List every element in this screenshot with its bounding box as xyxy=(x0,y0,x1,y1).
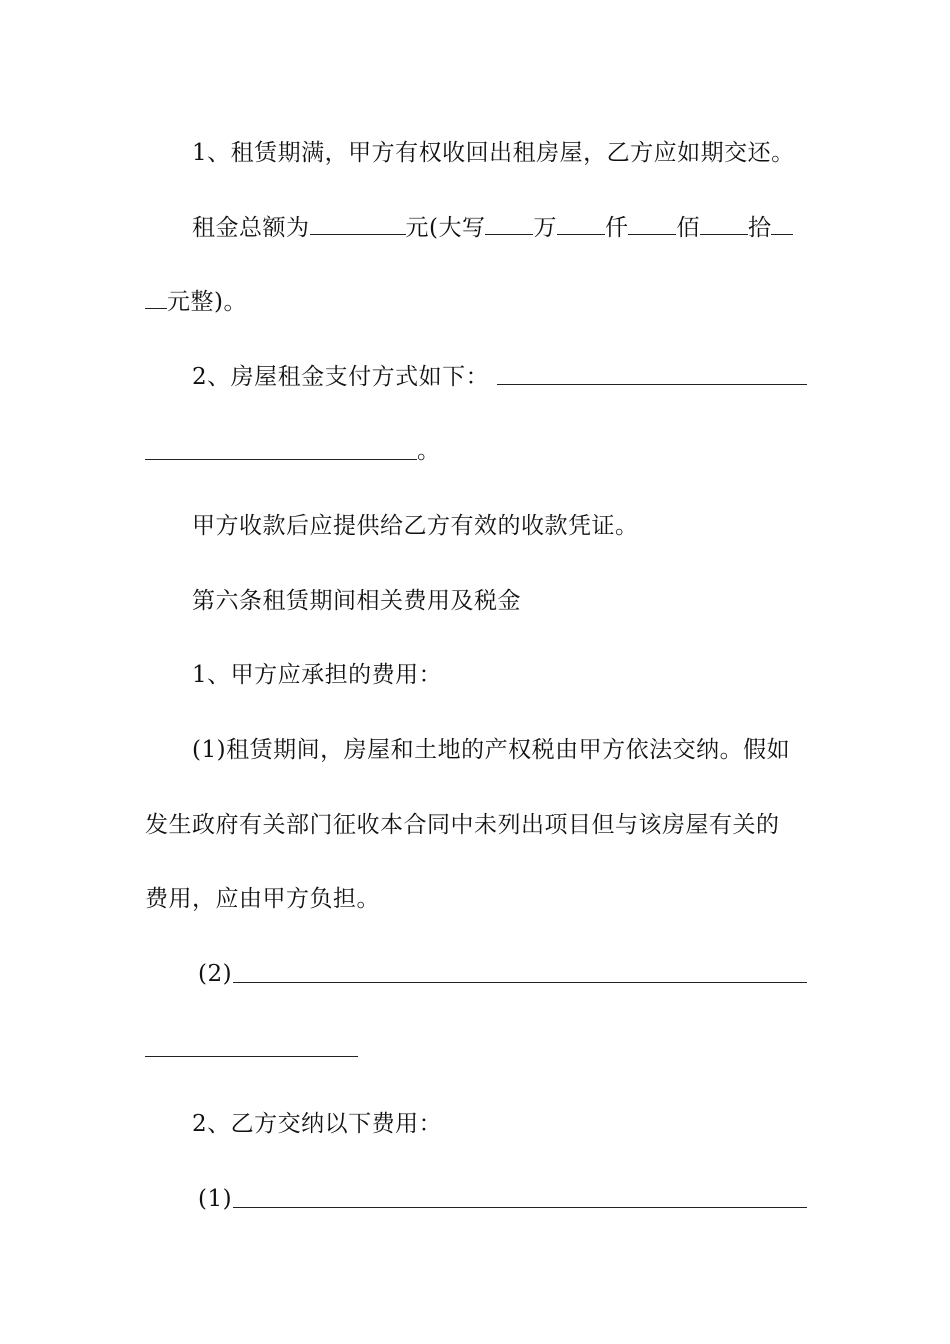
payment-method-label: 2、房屋租金支付方式如下： xyxy=(192,364,490,390)
paragraph-lease-expiry: 1、租赁期满，甲方有权收回出租房屋，乙方应如期交还。 xyxy=(192,140,795,166)
item-b-1-label: (1) xyxy=(198,1186,233,1212)
paragraph-payment-method xyxy=(192,362,807,392)
article-six-title: 第六条租赁期间相关费用及税金 xyxy=(192,588,521,614)
yuan-blank-start[interactable] xyxy=(771,212,793,235)
paragraph-rent-total-cont xyxy=(145,286,807,317)
paragraph-receipt: 甲方收款后应提供给乙方有效的收款凭证。 xyxy=(192,513,639,539)
wan-blank[interactable] xyxy=(485,212,533,235)
bai-label: 佰 xyxy=(676,215,700,241)
item-a-2-blank-1[interactable] xyxy=(233,982,807,983)
yuan-blank-end[interactable] xyxy=(145,286,167,309)
item-a-2-blank-2[interactable] xyxy=(145,1056,358,1057)
paragraph-property-tax-2: 发生政府有关部门征收本合同中未列出项目但与该房屋有关的 xyxy=(145,812,780,838)
payment-method-blank-2[interactable] xyxy=(145,459,417,460)
bai-blank[interactable] xyxy=(628,212,676,235)
rent-total-label: 租金总额为 xyxy=(192,215,310,241)
paragraph-party-a-fees: 1、甲方应承担的费用： xyxy=(192,662,443,688)
paragraph-party-b-fees: 2、乙方交纳以下费用： xyxy=(192,1111,443,1137)
item-a-2-label: (2) xyxy=(198,961,233,987)
paragraph-property-tax-1: (1)租赁期间，房屋和土地的产权税由甲方依法交纳。假如 xyxy=(192,737,791,763)
payment-method-blank-1[interactable] xyxy=(497,384,807,385)
yuan-zheng-label: 元整)。 xyxy=(167,289,247,315)
paragraph-rent-total xyxy=(192,212,807,243)
item-b-1-blank[interactable] xyxy=(233,1207,807,1208)
shi-blank[interactable] xyxy=(700,212,748,235)
rent-uppercase-label: 元(大写 xyxy=(405,215,486,241)
payment-method-end: 。 xyxy=(417,438,441,464)
qian-blank[interactable] xyxy=(557,212,605,235)
shi-label: 拾 xyxy=(747,215,772,241)
paragraph-property-tax-3: 费用，应由甲方负担。 xyxy=(145,886,380,912)
rent-amount-blank[interactable] xyxy=(310,212,406,235)
wan-label: 万 xyxy=(533,215,557,241)
qian-label: 仟 xyxy=(604,215,629,241)
